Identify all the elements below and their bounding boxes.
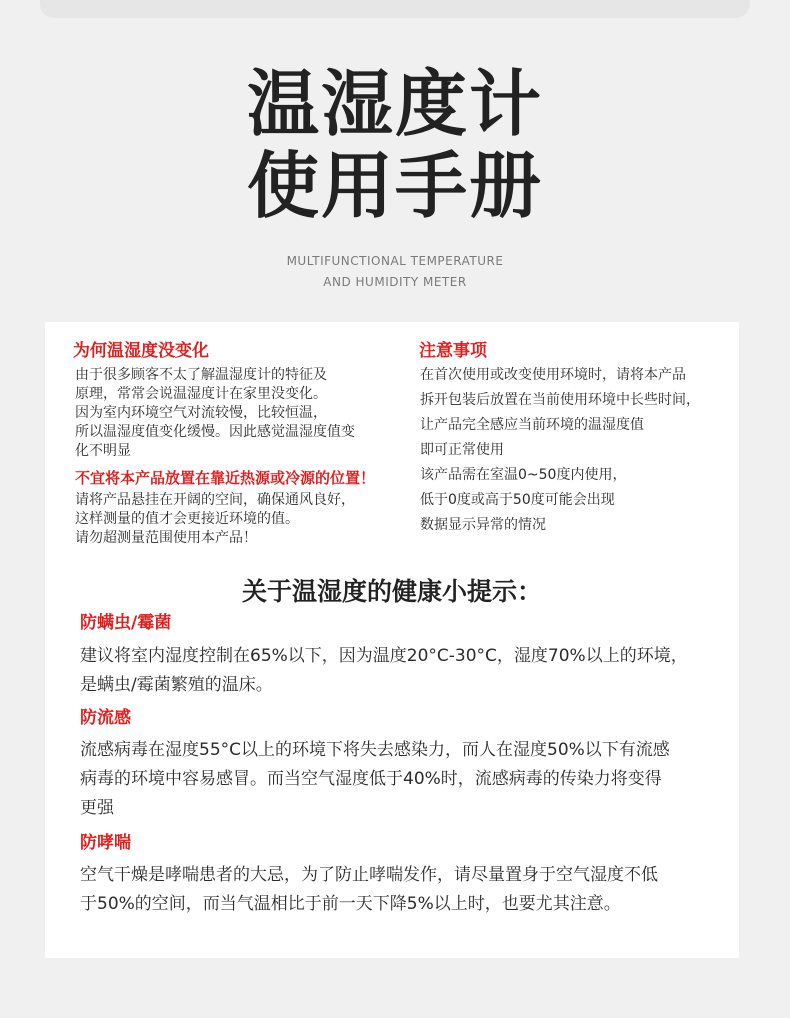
section-body-flu [80, 736, 720, 823]
left-line: 所以温湿度值变化缓慢。因此感觉温湿度值变 [75, 424, 355, 440]
right-line: 低于0度或高于50度可能会出现 [420, 492, 615, 508]
section-line: 空气干燥是哮喘患者的大忌，为了防止哮喘发作，请尽量置身于空气湿度不低 [80, 865, 658, 885]
right-line: 数据显示异常的情况 [420, 517, 546, 533]
left-line: 原理，常常会说温湿度计在家里没变化。 [75, 386, 327, 402]
left-text-block [75, 366, 405, 461]
left-heading: 为何温湿度没变化 [73, 341, 209, 361]
right-line: 该产品需在室温0~50度内使用， [420, 467, 627, 483]
manual-card [45, 322, 739, 958]
right-line: 让产品完全感应当前环境的温湿度值 [420, 417, 644, 433]
section-line: 建议将室内湿度控制在65%以下，因为温度20°C-30°C，湿度70%以上的环境， [80, 646, 688, 666]
section-heading-asthma: 防哮喘 [80, 833, 131, 853]
section-line: 于50%的空间，而当气温相比于前一天下降5%以上时，也要尤其注意。 [80, 894, 621, 914]
left-line2: 请将产品悬挂在开阔的空间，确保通风良好， [75, 492, 355, 508]
top-band [40, 0, 750, 18]
right-line: 拆开包装后放置在当前使用环境中长些时间， [420, 392, 700, 408]
section-line: 流感病毒在湿度55°C以上的环境下将失去感染力，而人在湿度50%以下有流感 [80, 740, 670, 760]
section-heading-mites: 防螨虫/霉菌 [80, 613, 172, 633]
right-line: 在首次使用或改变使用环境时，请将本产品 [420, 367, 686, 383]
right-heading: 注意事项 [419, 341, 487, 361]
page-title-line1: 温湿度计 [246, 62, 543, 146]
page-title-line2: 使用手册 [246, 144, 543, 228]
left-warning: 不宜将本产品放置在靠近热源或冷源的位置！ [75, 469, 376, 487]
left-line2: 请勿超测量范围使用本产品！ [75, 530, 257, 546]
right-line: 即可正常使用 [420, 442, 504, 458]
section-line: 病毒的环境中容易感冒。而当空气湿度低于40%时，流感病毒的传染力将变得 [80, 769, 662, 789]
right-text-block [420, 363, 730, 538]
section-body-asthma [80, 861, 720, 919]
section-line: 是螨虫/霉菌繁殖的温床。 [80, 675, 273, 695]
left-line2: 这样测量的值才会更接近环境的值。 [75, 511, 299, 527]
section-line: 更强 [80, 798, 114, 818]
section-heading-flu: 防流感 [80, 708, 131, 728]
left-line: 由于很多顾客不太了解温湿度计的特征及 [75, 367, 327, 383]
left-line: 因为室内环境空气对流较慢，比较恒温， [75, 405, 327, 421]
subtitle-line2: AND HUMIDITY METER [323, 275, 467, 289]
left-line: 化不明显 [75, 443, 131, 459]
subtitle-line1: MULTIFUNCTIONAL TEMPERATURE [286, 254, 504, 268]
health-title: 关于温湿度的健康小提示： [241, 577, 542, 606]
left-text-block2 [75, 491, 405, 548]
section-body-mites [80, 642, 720, 700]
